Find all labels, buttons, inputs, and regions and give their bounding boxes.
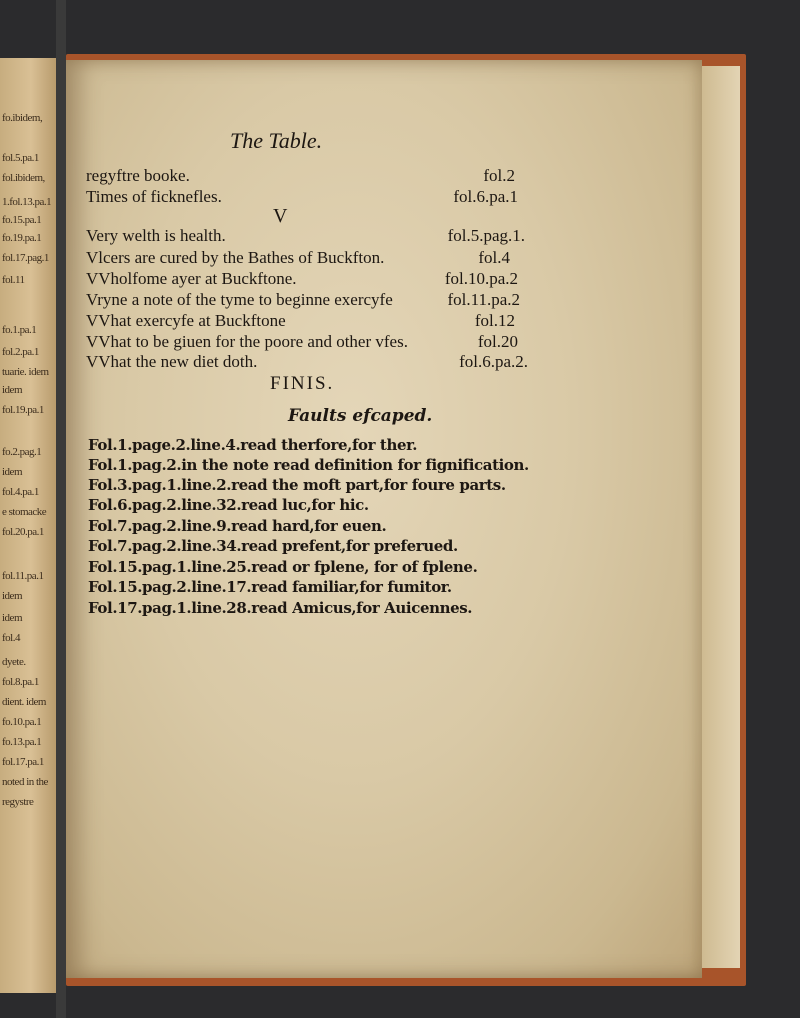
- errata-line: Fol.15.pag.2.line.17.read familiar,for fumitor.: [88, 578, 452, 596]
- margin-fragment: 1.fol.13.pa.1: [2, 196, 52, 208]
- errata-line: Fol.15.pag.1.line.25.read or fplene, for of fplene.: [88, 558, 478, 576]
- errata-line: Fol.17.pag.1.line.28.read Amicus,for Auicennes.: [88, 599, 473, 617]
- entry-ref: fol.6.pa.1: [453, 187, 518, 206]
- entry-ref: fol.10.pa.2: [444, 269, 518, 288]
- running-head: The Table.: [230, 128, 323, 153]
- margin-fragment: fol.17.pa.1: [2, 756, 44, 768]
- book-gutter: [56, 0, 66, 1018]
- margin-fragment: fo.19.pa.1: [2, 232, 42, 244]
- entry-ref: fol.11.pa.2: [447, 290, 520, 309]
- margin-fragment: fo.1.pa.1: [2, 324, 37, 336]
- margin-fragment: dyete.: [2, 656, 26, 668]
- errata-heading: Faults efcaped.: [288, 406, 433, 426]
- entry-text: regyftre booke.: [86, 166, 190, 185]
- errata-line: Fol.7.pag.2.line.9.read hard,for euen.: [88, 517, 387, 535]
- page-edge: [700, 66, 740, 968]
- margin-fragment: idem: [2, 590, 22, 602]
- margin-fragment: fol.11.pa.1: [2, 570, 44, 582]
- entry-text: VVhat exercyfe at Buckftone: [86, 311, 286, 330]
- entry-text: VVholfome ayer at Buckftone.: [86, 269, 297, 288]
- margin-fragment: tuarie. idem: [2, 366, 49, 378]
- margin-fragment: noted in the: [2, 776, 48, 788]
- margin-fragment: fo.2.pag.1: [2, 446, 42, 458]
- margin-fragment: idem: [2, 612, 22, 624]
- errata-line: Fol.6.pag.2.line.32.read luc,for hic.: [88, 496, 369, 514]
- entry-text: Vryne a note of the tyme to beginne exercyfe: [86, 290, 393, 309]
- entry-ref: fol.4: [478, 248, 510, 267]
- section-letter: V: [273, 205, 288, 227]
- entry-text: Very welth is health.: [86, 226, 226, 245]
- margin-fragment: regystre: [2, 796, 34, 808]
- entry-text: Vlcers are cured by the Bathes of Buckfton.: [86, 248, 385, 267]
- margin-fragment: fol.17.pag.1: [2, 252, 49, 264]
- left-facing-page: [0, 58, 56, 993]
- margin-fragment: e stomacke: [2, 506, 47, 518]
- margin-fragment: fo.10.pa.1: [2, 716, 42, 728]
- margin-fragment: fol.8.pa.1: [2, 676, 39, 688]
- margin-fragment: fol.ibidem,: [2, 172, 45, 184]
- entry-ref: fol.5.pag.1.: [447, 226, 525, 245]
- finis: FINIS.: [270, 373, 335, 394]
- margin-fragment: fol.4.pa.1: [2, 486, 39, 498]
- entry-ref: fol.2: [483, 166, 515, 185]
- margin-fragment: dient. idem: [2, 696, 46, 708]
- entry-ref: fol.20: [477, 332, 518, 351]
- errata-line: Fol.7.pag.2.line.34.read prefent,for preferued.: [88, 537, 458, 555]
- errata-line: Fol.1.page.2.line.4.read therfore,for ther.: [88, 436, 418, 454]
- margin-fragment: idem: [2, 384, 22, 396]
- margin-fragment: fo.13.pa.1: [2, 736, 42, 748]
- entry-ref: fol.12: [474, 311, 515, 330]
- margin-fragment: fo.ibidem,: [2, 112, 43, 124]
- margin-fragment: fol.20.pa.1: [2, 526, 44, 538]
- errata-line: Fol.3.pag.1.line.2.read the moft part,for foure parts.: [88, 476, 506, 494]
- entry-text: VVhat the new diet doth.: [86, 352, 258, 371]
- margin-fragment: idem: [2, 466, 22, 478]
- margin-fragment: fol.4: [2, 632, 20, 644]
- errata-line: Fol.1.pag.2.in the note read definition for fignification.: [88, 456, 529, 474]
- entry-ref: fol.6.pa.2.: [459, 352, 528, 371]
- margin-fragment: fol.2.pa.1: [2, 346, 39, 358]
- margin-fragment: fo.15.pa.1: [2, 214, 42, 226]
- entry-text: Times of ficknefles.: [86, 187, 222, 206]
- margin-fragment: fol.11: [2, 274, 25, 286]
- margin-fragment: fol.5.pa.1: [2, 152, 39, 164]
- entry-text: VVhat to be giuen for the poore and other vfes.: [86, 332, 408, 351]
- margin-fragment: fol.19.pa.1: [2, 404, 44, 416]
